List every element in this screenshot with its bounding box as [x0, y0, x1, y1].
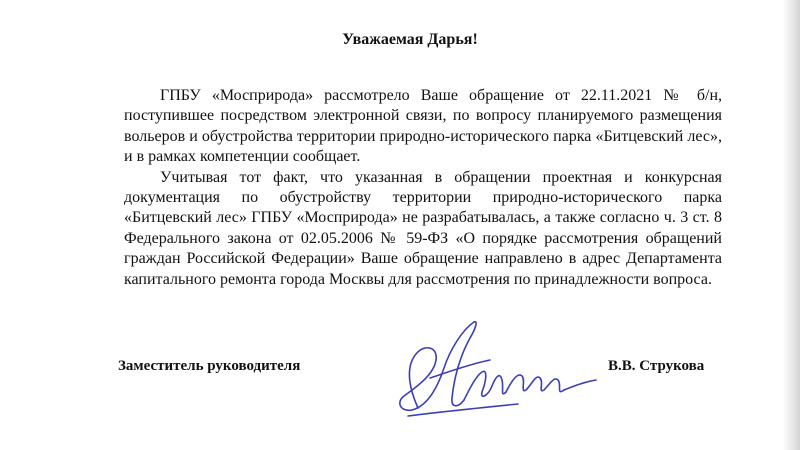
letter-paragraph-2: Учитывая тот факт, что указанная в обращении проектная и конкурсная документация по обустройству территории природно-исторического парка «Битцевский лес» ГПБУ «Мосприрода» не разрабатывалась, а также согласно ч. 3 ст. 8 Федерального закона от 02.05.2006 № 59-ФЗ «О порядке рассмотрения обращений граждан Российской Федерации» Ваше обращение направлено в адрес Департамента капитального ремонта города Москвы для рассмотрения по принадлежности вопроса. — [124, 168, 722, 288]
page-edge-shadow — [782, 0, 800, 450]
letter-greeting: Уважаемая Дарья! — [342, 31, 478, 48]
signer-title: Заместитель руководителя — [118, 358, 301, 374]
signature-block — [118, 358, 718, 382]
letter-body — [124, 86, 722, 290]
letter-paragraph-1: ГПБУ «Мосприрода» рассмотрело Ваше обращение от 22.11.2021 № б/н, поступившее посредством электронной связи, по вопросу планируемого размещения вольеров и обустройства территории природно-исторического парка «Битцевский лес», и в рамках компетенции сообщает. — [124, 87, 722, 166]
signer-name: В.В. Струкова — [608, 358, 705, 374]
